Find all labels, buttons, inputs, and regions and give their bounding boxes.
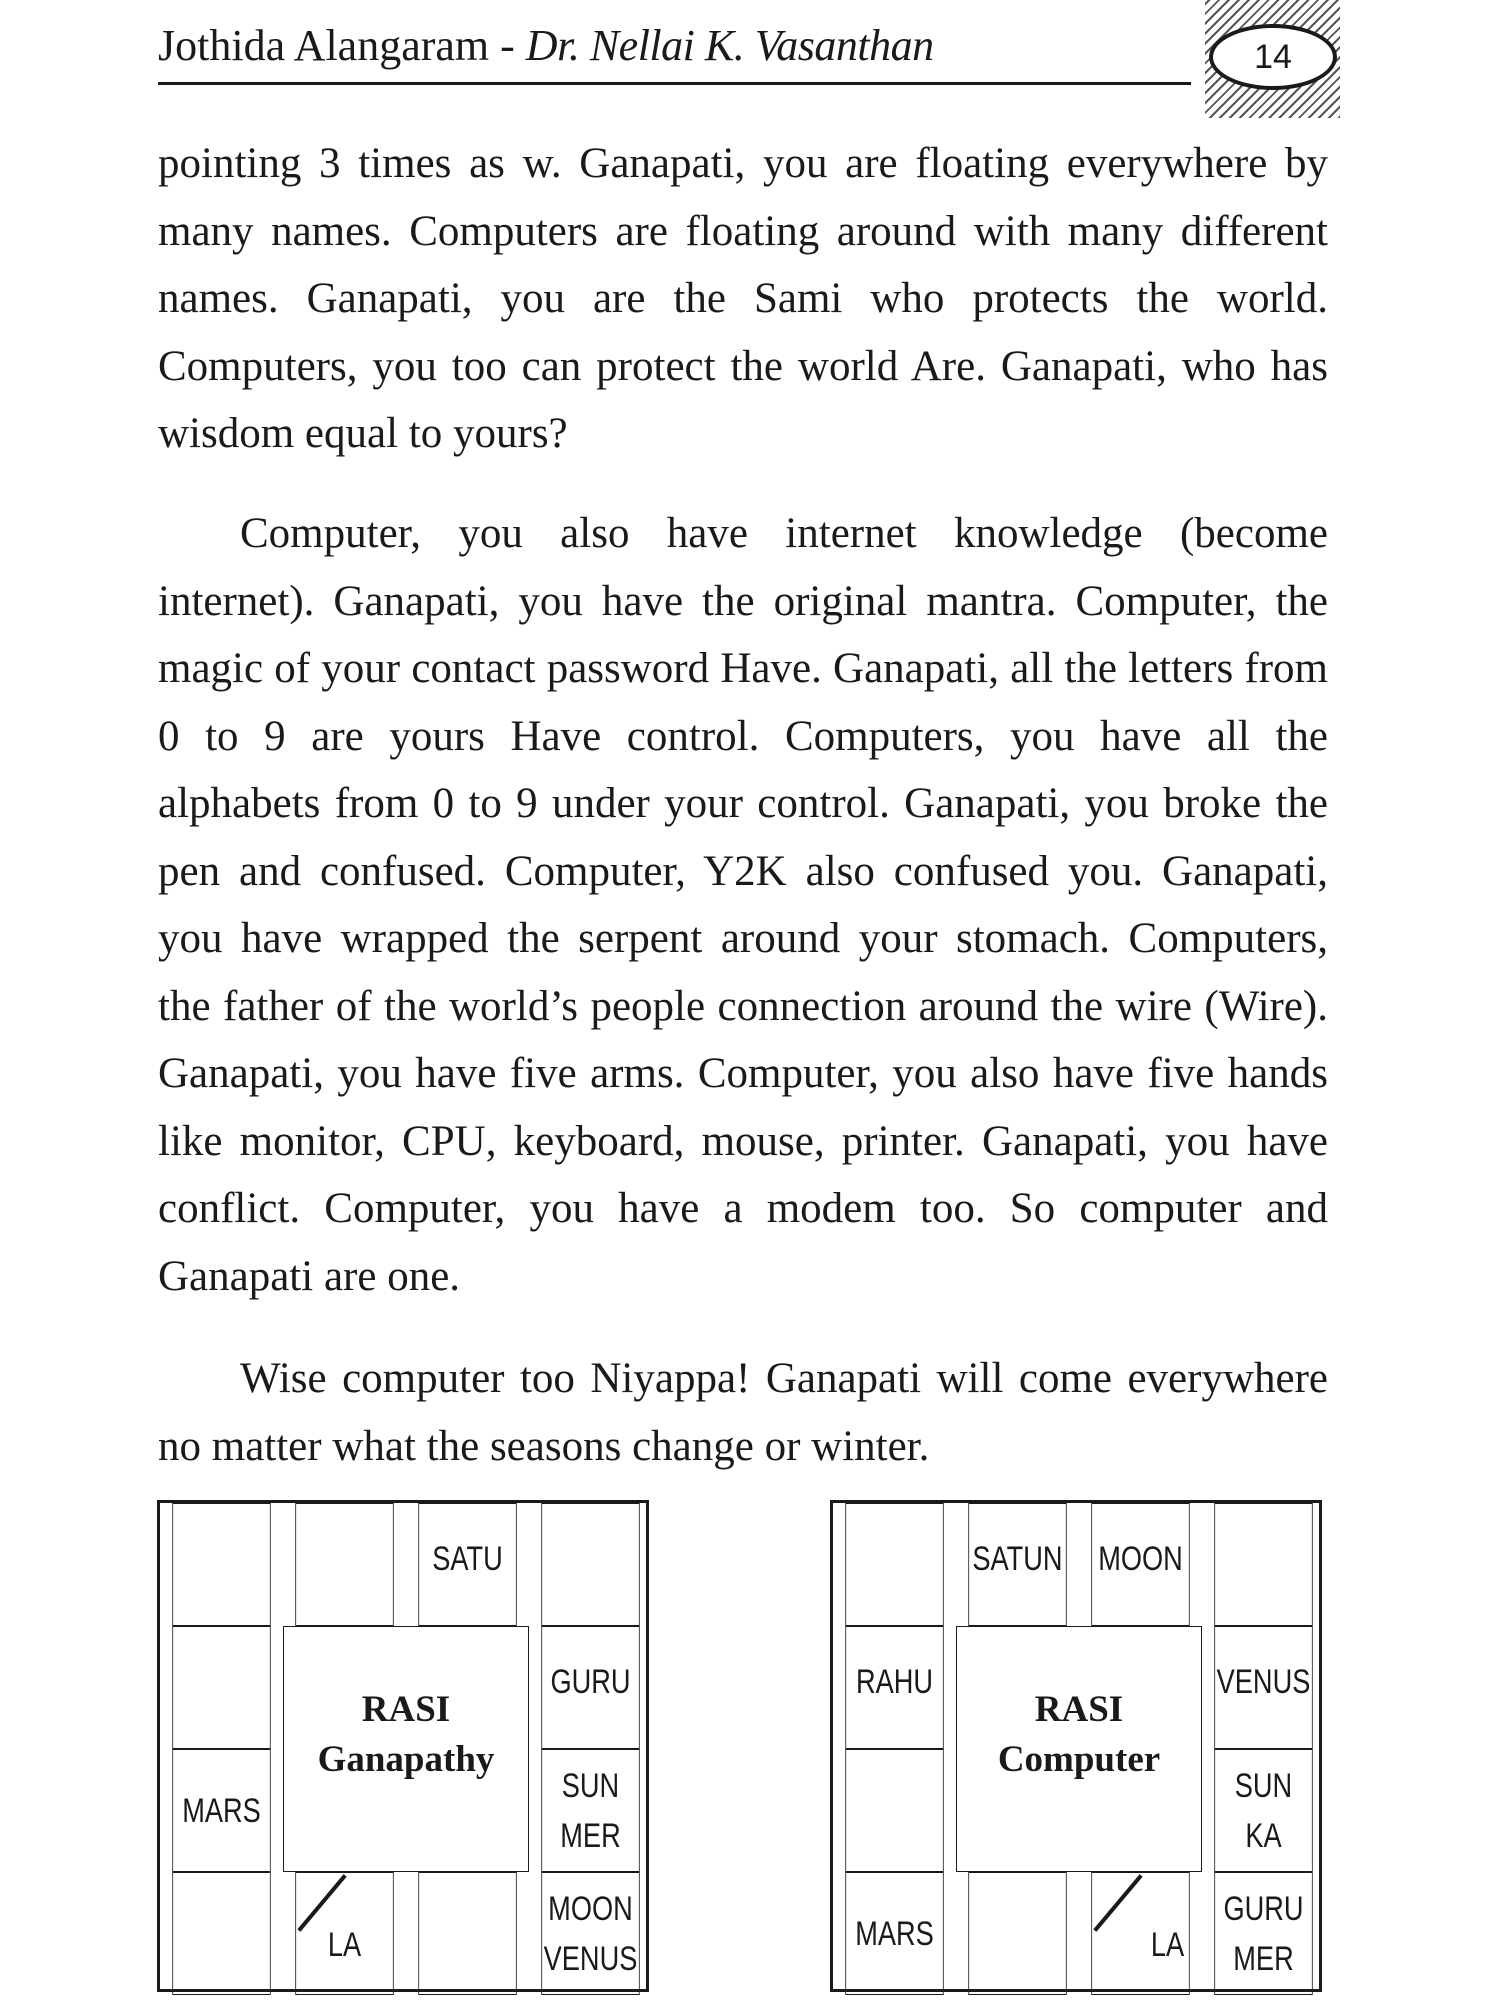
planet-label: SUN (1234, 1766, 1293, 1805)
chart-cell-sun-mer (541, 1749, 639, 1872)
chart-subtitle: Computer (997, 1739, 1161, 1780)
paragraph-1: pointing 3 times as w. Ganapati, you are floating everywhere by many names. Computers are floating around with many different names. Ganapati, you are the Sami who protects the world. Computers, you too can protect the world Are. Ganapati, who has wisdom equal to yours? (158, 140, 1328, 457)
planet-label: VENUS (543, 1939, 638, 1978)
chart-cell (172, 1626, 270, 1749)
chart-cell (172, 1872, 270, 1995)
chart-cell (968, 1872, 1066, 1995)
chart-subtitle: Ganapathy (317, 1739, 495, 1780)
chart-cell-mars (172, 1749, 270, 1872)
chart-cell-venus (1214, 1626, 1312, 1749)
planet-label: MOON (548, 1889, 633, 1928)
chart-cell (418, 1872, 516, 1995)
planet-label: LA (1150, 1926, 1185, 1964)
planet-label: GURU (550, 1663, 631, 1701)
planet-label: GURU (1223, 1889, 1304, 1928)
planet-label: RAHU (855, 1663, 934, 1701)
chart-cell-moon-venus (541, 1872, 639, 1995)
author-name: Dr. Nellai K. Vasanthan (525, 21, 934, 70)
header-separator: - (500, 21, 515, 70)
running-header (158, 20, 934, 71)
rasi-chart-computer (830, 1500, 1322, 1992)
planet-label: MARS (855, 1914, 934, 1953)
chart-cell (845, 1749, 943, 1872)
planet-label: MARS (182, 1791, 261, 1830)
planet-label: LA (327, 1926, 362, 1964)
planet-label: MER (560, 1816, 621, 1855)
chart-cell-guru-mer (1214, 1872, 1312, 1995)
chart-cell-la (295, 1872, 393, 1995)
chart-cell-moon (1091, 1503, 1189, 1626)
planet-label: SATU (432, 1540, 503, 1578)
chart-cell-guru (541, 1626, 639, 1749)
chart-cell-rahu (845, 1626, 943, 1749)
chart-cell (541, 1503, 639, 1626)
chart-title: RASI (361, 1689, 451, 1730)
chart-cell (172, 1503, 270, 1626)
paragraph-3: Wise computer too Niyappa! Ganapati will come everywhere no matter what the seasons change or winter. (158, 1355, 1328, 1470)
chart-cell-sun-ka (1214, 1749, 1312, 1872)
chart-cell (295, 1503, 393, 1626)
page-number: 14 (1209, 24, 1337, 90)
chart-cell-satu (418, 1503, 516, 1626)
book-title: Jothida Alangaram (158, 21, 490, 70)
planet-label: SUN (561, 1766, 620, 1805)
chart-center (956, 1626, 1202, 1872)
chart-cell-la (1091, 1872, 1189, 1995)
planet-label: MER (1233, 1939, 1294, 1978)
planet-label: KA (1245, 1816, 1282, 1855)
planet-label: SATUN (972, 1540, 1063, 1578)
chart-cell (1214, 1503, 1312, 1626)
paragraph-2: Computer, you also have internet knowledge (become internet). Ganapati, you have the original mantra. Computer, the magic of your contact password Have. Ganapati, all the letters from 0 to 9 are yours Have control. Computers, you have all the alphabets from 0 to 9 under your control. Ganapati, you broke the pen and confused. Computer, Y2K also confused you. Ganapati, you have wrapped the serpent around your stomach. Computers, the father of the world’s people connection around the wire (Wire). Ganapati, you have five arms. Computer, you also have five hands like monitor, CPU, keyboard, mouse, printer. Ganapati, you have conflict. Computer, you have a modem too. So computer and Ganapati are one. (158, 510, 1328, 1300)
chart-title: RASI (1034, 1689, 1124, 1730)
planet-label: MOON (1098, 1540, 1183, 1578)
header-rule (158, 82, 1191, 85)
rasi-chart-ganapathy (157, 1500, 649, 1992)
chart-cell-satun (968, 1503, 1066, 1626)
planet-label: VENUS (1216, 1663, 1311, 1701)
chart-center (283, 1626, 529, 1872)
chart-cell-mars (845, 1872, 943, 1995)
chart-cell (845, 1503, 943, 1626)
